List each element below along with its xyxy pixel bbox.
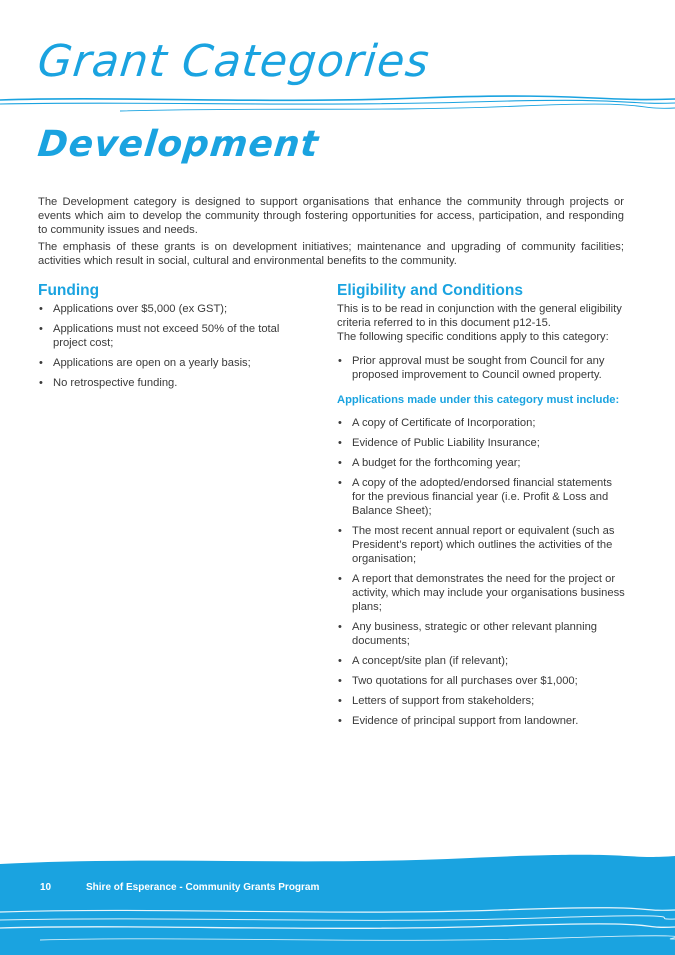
publication-name: Shire of Esperance - Community Grants Program	[86, 882, 320, 893]
list-item: • Applications must not exceed 50% of the total project cost;	[39, 323, 280, 349]
eligibility-heading: Eligibility and Conditions	[337, 282, 523, 299]
intro-paragraph-1: The Development category is designed to support organisations that enhance the community through projects or events which aim to develop the community through fostering opportunities for access, participation, and responding to community issues and needs.	[38, 196, 624, 236]
bullet-icon: •	[338, 695, 342, 707]
eligibility-section	[337, 282, 627, 734]
list-item: • Letters of support from stakeholders;	[338, 695, 535, 707]
requirements-subheading: Applications made under this category must include:	[337, 394, 620, 406]
page-number: 10	[40, 882, 52, 893]
bullet-icon: •	[338, 355, 342, 367]
footer-band	[0, 850, 675, 955]
intro	[38, 195, 624, 271]
list-item: • Applications over $5,000 (ex GST);	[39, 303, 228, 315]
bullet-icon: •	[39, 357, 43, 369]
list-item: • Applications are open on a yearly basis;	[39, 357, 251, 369]
list-item: • Two quotations for all purchases over $1,000;	[338, 675, 578, 687]
list-item: • No retrospective funding.	[39, 377, 178, 389]
list-item: • A report that demonstrates the need for the project or activity, which may include your organisations business plans;	[338, 573, 625, 613]
funding-heading: Funding	[38, 282, 100, 299]
list-item: • Prior approval must be sought from Council for any proposed improvement to Council owned property.	[338, 355, 605, 381]
bullet-icon: •	[338, 573, 342, 585]
conditions-list	[337, 354, 627, 382]
title-underline-decoration	[0, 90, 675, 120]
bullet-icon: •	[338, 525, 342, 537]
list-item: • A concept/site plan (if relevant);	[338, 655, 509, 667]
bullet-icon: •	[39, 303, 43, 315]
section-title: Development	[35, 124, 321, 165]
list-item: • A copy of Certificate of Incorporation;	[338, 417, 536, 429]
list-item: • Evidence of Public Liability Insurance;	[338, 437, 540, 449]
bullet-icon: •	[338, 457, 342, 469]
list-item: • A copy of the adopted/endorsed financial statements for the previous financial year (i.e. Profit & Loss and Balance Sheet);	[338, 477, 612, 517]
bullet-icon: •	[338, 477, 342, 489]
bullet-icon: •	[338, 417, 342, 429]
eligibility-paragraph-1: This is to be read in conjunction with the general eligibility criteria referred to in this document p12-15.	[337, 303, 622, 329]
intro-paragraph-2: The emphasis of these grants is on development initiatives; maintenance and upgrading of community facilities; activities which result in social, cultural and environmental benefits to the community.	[38, 241, 624, 267]
list-item: • A budget for the forthcoming year;	[338, 457, 521, 469]
funding-list	[38, 302, 293, 390]
list-item: • The most recent annual report or equivalent (such as President’s report) which outlines the activities of the organisation;	[338, 525, 615, 565]
eligibility-paragraph-2: The following specific conditions apply to this category:	[337, 331, 609, 343]
page-title: Grant Categories	[35, 36, 433, 87]
bullet-icon: •	[39, 377, 43, 389]
funding-section	[38, 282, 293, 396]
bullet-icon: •	[338, 675, 342, 687]
bullet-icon: •	[338, 621, 342, 633]
bullet-icon: •	[338, 437, 342, 449]
bullet-icon: •	[338, 655, 342, 667]
requirements-list	[337, 416, 627, 728]
bullet-icon: •	[338, 715, 342, 727]
bullet-icon: •	[39, 323, 43, 335]
list-item: • Any business, strategic or other relevant planning documents;	[338, 621, 598, 647]
list-item: • Evidence of principal support from landowner.	[338, 715, 579, 727]
